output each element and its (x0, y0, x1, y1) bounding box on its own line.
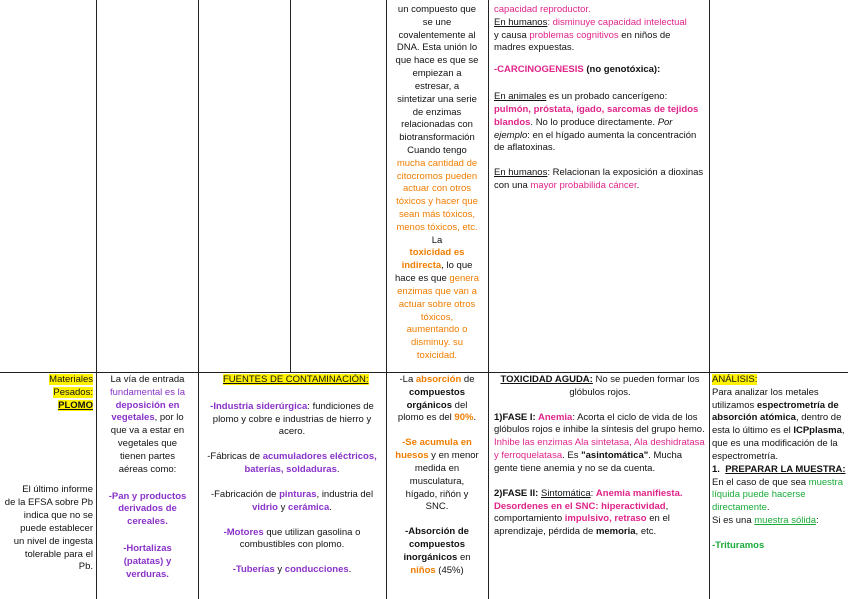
bottom-col4-cell (389, 374, 485, 577)
analisis-text: , dentro de esta lo último es el (712, 412, 842, 437)
absorcion-text: plomo es del (397, 412, 455, 424)
fuentes-text: -Industria siderúrgica (210, 400, 308, 412)
fuentes-text: : fundiciones de plomo y cobre e industrias de hierro y acero. (212, 400, 374, 438)
fuentes-text: . (348, 564, 352, 576)
analisis-text: ICPplasma (793, 425, 842, 437)
top-col5-line: madres expuestas. (494, 42, 575, 54)
acumula-line: hígado, riñón y (405, 488, 469, 500)
fase-text: , etc. (635, 526, 657, 538)
muestra-text: Si es una (712, 514, 755, 526)
en-animales-label: En animales (494, 91, 547, 103)
inorg-text: compuestos (409, 538, 465, 550)
top-col5-text: pulmón, próstata, ígado, sarcomas de tejidos blandos (494, 103, 699, 128)
toxicidad-indirecta: indirecta (401, 260, 442, 272)
top-col4-orange-line: mucha cantidad de (396, 157, 478, 169)
muestra-text: En el caso de que sea (712, 476, 809, 488)
top-col5-text: y causa (494, 29, 530, 41)
efsa-line: puede establecer (20, 522, 93, 534)
top-col4-orange-line: sean más tóxicos, (398, 209, 476, 220)
acumula-text: -Se acumula en (402, 437, 472, 449)
top-col5-text: : disminuye capacidad intelectual (547, 16, 687, 28)
inorg-text: en (457, 551, 471, 563)
bottom-col2-cell (99, 374, 196, 581)
pan-line: -Pan y productos (108, 490, 187, 502)
top-col4-line: DNA. Esta unión lo (396, 42, 478, 54)
fuentes-text: . (336, 464, 340, 476)
acumula-line: musculatura, (409, 475, 465, 487)
top-col5-cell (494, 4, 706, 193)
top-col4-text: hace es que (395, 273, 447, 285)
fase-text: impulsivo, retraso (564, 513, 647, 525)
vegetales-word: vegetales (111, 412, 155, 424)
top-col4-cell (389, 4, 485, 363)
muestra-text: muestra sólida (754, 514, 817, 526)
top-col4-text: , lo que (441, 260, 473, 272)
via-line: fundamental es la (110, 386, 185, 398)
top-col4-orange-line: actuar con otros (402, 183, 472, 195)
top-col4-orange-line: actuar sobre otros (398, 298, 476, 310)
fase-text: memoria (595, 526, 636, 538)
preparar-muestra-title: PREPARAR LA MUESTRA: (725, 463, 846, 475)
efsa-line: de la EFSA sobre Pb (4, 497, 93, 509)
fase-text: Inhibe las enzimas Ala sintetasa, Ala deshidratasa y ferroquelatasa (494, 437, 705, 462)
muestra-text: muestra líquida puede hacerse directamente (712, 476, 843, 514)
top-col5-text: . (636, 179, 640, 191)
en-humanos-label: En humanos (494, 16, 548, 28)
top-col4-line: empiezan a (412, 68, 462, 80)
prep-number: 1. (712, 463, 720, 475)
via-line: La vía de entrada (110, 374, 185, 385)
plomo-title: PLOMO (58, 399, 93, 411)
fuentes-text: pinturas (279, 488, 317, 500)
top-col5-text: en niños de (618, 29, 671, 41)
top-col5-text: problemas cognitivos (529, 29, 619, 41)
trituramos-text: -Trituramos (712, 539, 765, 551)
fuentes-text: , industria del (316, 488, 374, 500)
muestra-text: . (766, 502, 770, 514)
top-col4-orange-line: aumentando o (406, 324, 468, 336)
bottom-col5-cell (494, 374, 706, 539)
fuentes-text: que utilizan gasolina o combustibles con plomo. (239, 526, 361, 551)
pan-line: derivados de (118, 503, 177, 515)
inorg-text: (45%) (435, 564, 464, 576)
absorcion-text: orgánicos (406, 399, 453, 411)
fuentes-text: conducciones (284, 564, 349, 576)
top-col4-orange-line: menos tóxicos, etc. (396, 221, 478, 233)
muestra-text: : (816, 514, 819, 526)
via-line: aéreas como: (118, 463, 177, 475)
pan-line: cereales. (127, 516, 168, 528)
acumula-line: medida en (414, 462, 460, 474)
top-col4-line: La (431, 234, 443, 246)
fase-text: 1)FASE I: (494, 411, 538, 423)
analisis-text: Para analizar los metales utilizamos (712, 386, 819, 411)
top-col4-line: covalentemente al (398, 29, 476, 41)
inorg-text: inorgánicos (403, 551, 458, 563)
top-col4-orange-line: citocromos pueden (396, 170, 478, 182)
top-col4-line: se une (422, 16, 452, 28)
absorcion-text: . (473, 412, 477, 424)
absorcion-text: -La (399, 374, 416, 385)
fuentes-text: -Fábricas de (207, 451, 263, 463)
top-col5-text: mayor probabilida cáncer (530, 179, 637, 191)
fase-text: . Mucha gente tiene anemia y no se da cuenta. (494, 450, 683, 474)
analisis-text: espectrometría de absorción atómica (712, 399, 839, 424)
materiales-title: Materiales (49, 374, 93, 385)
bottom-col6-cell (712, 374, 848, 553)
top-col4-orange-line: tóxicos y hacer que (396, 196, 478, 208)
efsa-line: El último informe (22, 484, 93, 496)
top-col5-text: es un probado cancerígeno: (546, 91, 668, 103)
column-divider (198, 0, 199, 599)
top-col4-orange-line: enzimas que van a (397, 285, 477, 297)
fuentes-text: cerámica (288, 501, 330, 513)
fase-text: "asintomática" (581, 450, 649, 462)
top-col4-orange-line: toxicidad. (416, 349, 458, 361)
fase-text: Sintomática (540, 487, 591, 499)
ninos-word: niños (410, 564, 436, 576)
top-col4-line: relacionadas con (401, 119, 473, 131)
fuentes-text: acumuladores eléctricos, baterías, soldaduras (244, 451, 377, 476)
via-text: , por lo (154, 412, 184, 424)
genera-word: genera (449, 273, 479, 285)
analisis-title: ANÁLISIS: (712, 374, 758, 385)
top-col5-text: . No lo produce directamente. (530, 116, 658, 128)
hortalizas-line: -Hortalizas (123, 542, 172, 554)
column-divider (709, 0, 710, 599)
top-col5-text: : en el hígado aumenta la concentración de aflatoxinas. (494, 129, 697, 154)
carcinogenesis-title: -CARCINOGENESIS (494, 64, 584, 76)
absorcion-text: de (461, 374, 475, 385)
fase-text: , comportamiento (494, 500, 669, 525)
column-divider (96, 0, 97, 599)
fuentes-title: FUENTES DE CONTAMINACIÓN: (223, 374, 369, 385)
top-col5-text: : Relacionan la exposición a dioxinas con una (494, 167, 704, 191)
via-line: deposición en (115, 399, 180, 411)
acumula-text: y en menor (428, 450, 479, 462)
analisis-text: , que es una modificación de la espectrometría. (712, 425, 845, 462)
hortalizas-line: (patatas) y (123, 555, 172, 567)
top-col4-line: de enzimas (412, 106, 462, 118)
fase-text: 2)FASE II: (494, 487, 541, 499)
fase-text: en el aprendizaje, pérdida de (494, 513, 670, 538)
top-col4-line: que hace es que se (395, 55, 479, 67)
hortalizas-line: verduras. (126, 568, 169, 580)
efsa-line: tolerable para el (24, 548, 93, 560)
row-divider (0, 372, 848, 373)
column-divider (386, 0, 387, 599)
inorg-text: -Absorción de (405, 526, 469, 538)
fuentes-text: -Tuberías (232, 564, 275, 576)
top-col4-line: estresar, a (414, 80, 460, 92)
fase-text: Anemia (538, 411, 573, 423)
via-line: tienen partes (120, 450, 175, 462)
toxicidad-aguda-title: TOXICIDAD AGUDA: (500, 374, 593, 385)
pesados-title: Pesados: (53, 386, 93, 398)
top-col4-line: un compuesto que (397, 4, 477, 15)
top-col4-orange-line: tóxicos, (420, 311, 454, 323)
top-col4-orange-line: disminuy. su (410, 337, 464, 349)
column-divider (488, 0, 489, 599)
fase-text: . Es (562, 450, 582, 462)
bottom-col1-cell (2, 374, 93, 574)
acumula-text: huesos (395, 450, 429, 462)
top-col4-line: Cuando tengo (407, 144, 467, 156)
via-line: que va a estar en (110, 425, 185, 437)
toxicidad-text: No se pueden formar los glóbulos rojos. (569, 374, 700, 398)
fuentes-text: y (274, 564, 285, 576)
absorcion-text: absorción (415, 374, 462, 385)
absorcion-text: del (452, 399, 468, 411)
bottom-col3-cell (201, 374, 383, 577)
fuentes-text: vidrio (252, 501, 278, 513)
top-col5-text: (no genotóxica): (583, 64, 661, 76)
fase-text: : Acorta el ciclo de vida de los glóbulos rojos e inhibe la síntesis del grupo hemo. (494, 411, 705, 436)
efsa-line: Pb. (78, 561, 93, 573)
top-col4-orange-line: toxicidad es (409, 247, 465, 259)
fuentes-text: -Fabricación de (210, 488, 280, 500)
absorcion-percent: 90% (454, 412, 474, 424)
fase-text: : (590, 487, 596, 499)
absorcion-text: compuestos (409, 386, 465, 398)
fuentes-text: y (278, 501, 289, 513)
fuentes-text: . (329, 501, 332, 513)
efsa-line: un nivel de ingesta (13, 535, 93, 547)
top-col5-text: Por ejemplo (494, 116, 673, 141)
via-line: vegetales que (117, 438, 178, 450)
column-divider (290, 0, 291, 372)
acumula-line: SNC. (425, 501, 449, 513)
top-col5-line: capacidad reproductor. (494, 4, 591, 15)
efsa-line: indica que no se (23, 510, 93, 522)
fase-text: Anemia manifiesta. Desordenes en el SNC: hiperactividad (494, 487, 683, 512)
top-col4-line: sintetizar una serie (397, 93, 477, 105)
top-col4-line: biotransformación (399, 132, 475, 144)
fuentes-text: -Motores (223, 526, 264, 538)
en-humanos-label: En humanos (494, 167, 548, 179)
